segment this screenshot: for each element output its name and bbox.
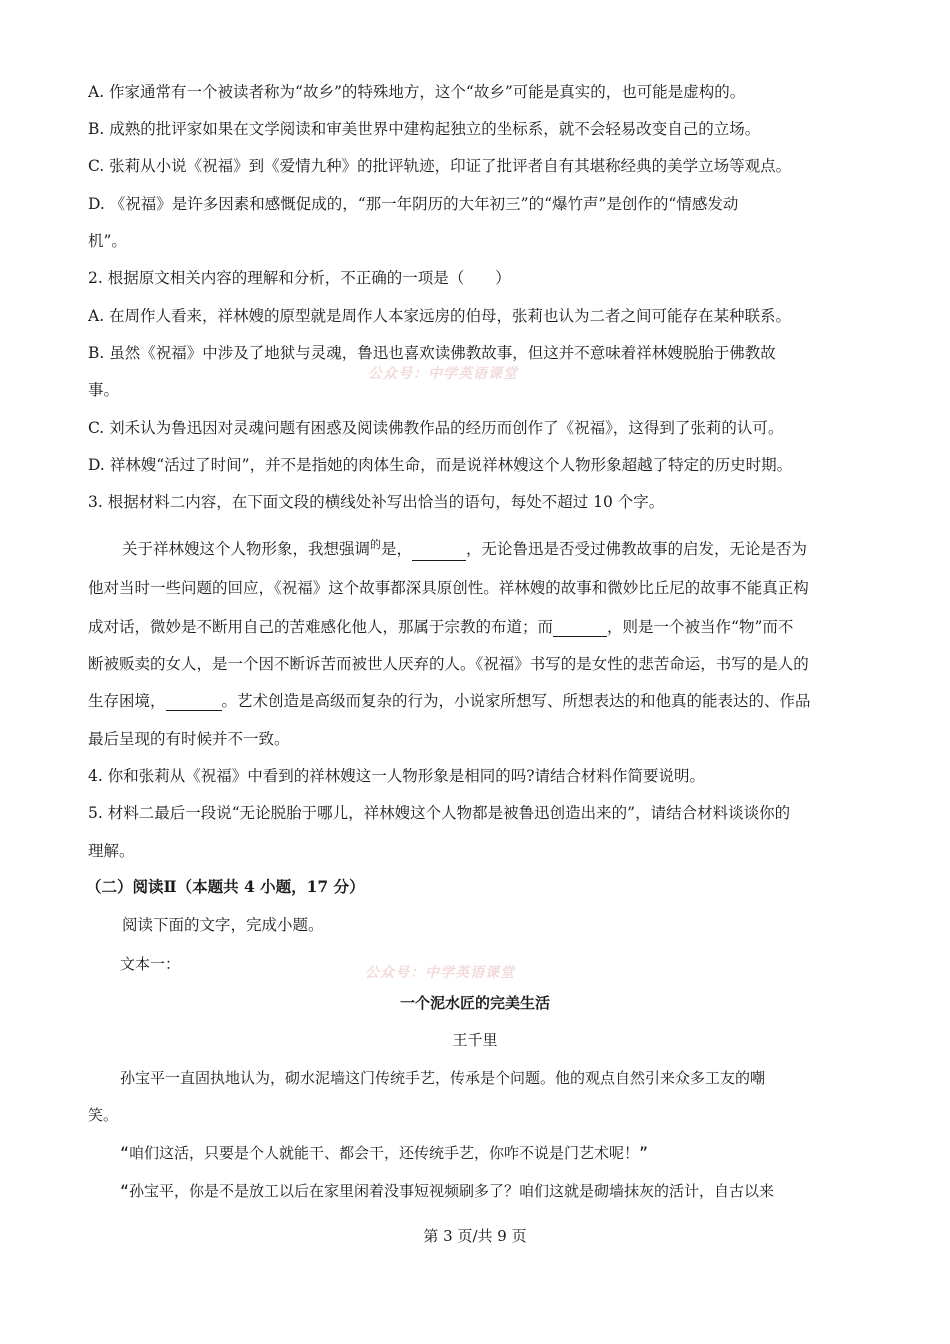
answer-blank-3[interactable]	[166, 694, 222, 711]
story-paragraph-3: “孙宝平，你是不是放工以后在家里闲着没事短视频刷多了？咱们这就是砌墙抹灰的活计，自古以来	[120, 1182, 775, 1200]
q1-option-d: D. 《祝福》是许多因素和感慨促成的，“那一年阴历的大年初三”的“爆竹声”是创作的“情感发动	[88, 195, 739, 213]
q3-passage-line-5	[88, 691, 811, 711]
q2-option-d: D. 祥林嫂“活过了时间”，并不是指她的肉体生命，而是说祥林嫂这个人物形象超越了特定的历史时期。	[88, 456, 793, 474]
story-author: 王千里	[452, 1031, 498, 1049]
q2-option-b-cont: 事。	[88, 381, 120, 399]
section-instruction: 阅读下面的文字，完成小题。	[122, 916, 324, 934]
answer-blank-1[interactable]	[412, 544, 466, 561]
watermark: 公众号：中学英语课堂	[368, 366, 518, 382]
text-label: 文本一：	[120, 955, 181, 973]
page-footer: 第 3 页/共 9 页	[423, 1227, 527, 1245]
q4-stem: 4. 你和张莉从《祝福》中看到的祥林嫂这一人物形象是相同的吗?请结合材料作简要说明。	[88, 767, 706, 785]
story-title: 一个泥水匠的完美生活	[399, 994, 550, 1012]
answer-blank-2[interactable]	[553, 620, 607, 637]
q3-passage-line-2: 他对当时一些问题的回应，《祝福》这个故事都深具原创性。祥林嫂的故事和微妙比丘尼的故事不能真正构	[88, 579, 809, 597]
story-paragraph-2: “咱们这活，只要是个人就能干、都会干，还传统手艺，你咋不说是门艺术呢！”	[120, 1144, 649, 1162]
q3-passage-line-4: 断被贩卖的女人，是一个因不断诉苦而被世人厌弃的人。《祝福》书写的是女性的悲苦命运，书写的是人的	[88, 655, 809, 673]
q5-stem: 5. 材料二最后一段说“无论脱胎于哪儿，祥林嫂这个人物都是被鲁迅创造出来的”，请结合材料谈谈你的	[88, 804, 791, 822]
q3-p3a: 成对话，微妙是不断用自己的苦难感化他人，那属于宗教的布道；而	[88, 618, 554, 636]
section-heading: （二）阅读Ⅱ（本题共 4 小题，17 分）	[86, 877, 365, 896]
q2-option-c: C. 刘禾认为鲁迅因对灵魂问题有困惑及阅读佛教作品的经历而创作了《祝福》，这得到了张莉的认可。	[88, 419, 784, 437]
q2-option-b: B. 虽然《祝福》中涉及了地狱与灵魂，鲁迅也喜欢读佛教故事，但这并不意味着祥林嫂脱胎于佛教故	[88, 344, 776, 362]
q3-p3b: ，则是一个被当作“物”而不	[607, 618, 794, 636]
q3-passage-line-6: 最后呈现的有时候并不一致。	[88, 730, 290, 748]
q3-p1b: 是，	[381, 540, 413, 558]
q2-option-a: A. 在周作人看来，祥林嫂的原型就是周作人本家远房的伯母，张莉也认为二者之间可能存在某种联系。	[88, 307, 792, 325]
story-paragraph-1: 孙宝平一直固执地认为，砌水泥墙这门传统手艺，传承是个问题。他的观点自然引来众多工友的嘲	[120, 1069, 766, 1087]
q1-option-c: C. 张莉从小说《祝福》到《爱情九种》的批评轨迹，印证了批评者自有其堪称经典的美学立场等观点。	[88, 157, 792, 175]
q5-stem-cont: 理解。	[88, 842, 135, 860]
q1-option-d-cont: 机”。	[88, 232, 127, 250]
q3-stem: 3. 根据材料二内容，在下面文段的横线处补写出恰当的语句，每处不超过 10 个字。	[88, 493, 665, 511]
q3-p5b: 。艺术创造是高级而复杂的行为，小说家所想写、所想表达的和他真的能表达的、作品	[221, 692, 811, 710]
q3-p1a: 关于祥林嫂这个人物形象，我想强调	[122, 540, 371, 558]
q3-p5a: 生存困境，	[88, 692, 166, 710]
q3-p1c: ，无论鲁迅是否受过佛教故事的启发，无论是否为	[466, 540, 808, 558]
q3-passage-line-1	[122, 539, 807, 561]
q2-stem: 2. 根据原文相关内容的理解和分析，不正确的一项是（ ）	[88, 269, 511, 287]
q1-option-a: A. 作家通常有一个被读者称为“故乡”的特殊地方，这个“故乡”可能是真实的，也可能是虚构的。	[88, 83, 746, 101]
q3-passage-line-3	[88, 617, 793, 637]
story-paragraph-1-cont: 笑。	[88, 1106, 119, 1124]
watermark: 公众号：中学英语课堂	[365, 965, 515, 981]
q3-p1sup: 的	[370, 538, 382, 551]
q1-option-b: B. 成熟的批评家如果在文学阅读和审美世界中建构起独立的坐标系，就不会轻易改变自己的立场。	[88, 120, 761, 138]
